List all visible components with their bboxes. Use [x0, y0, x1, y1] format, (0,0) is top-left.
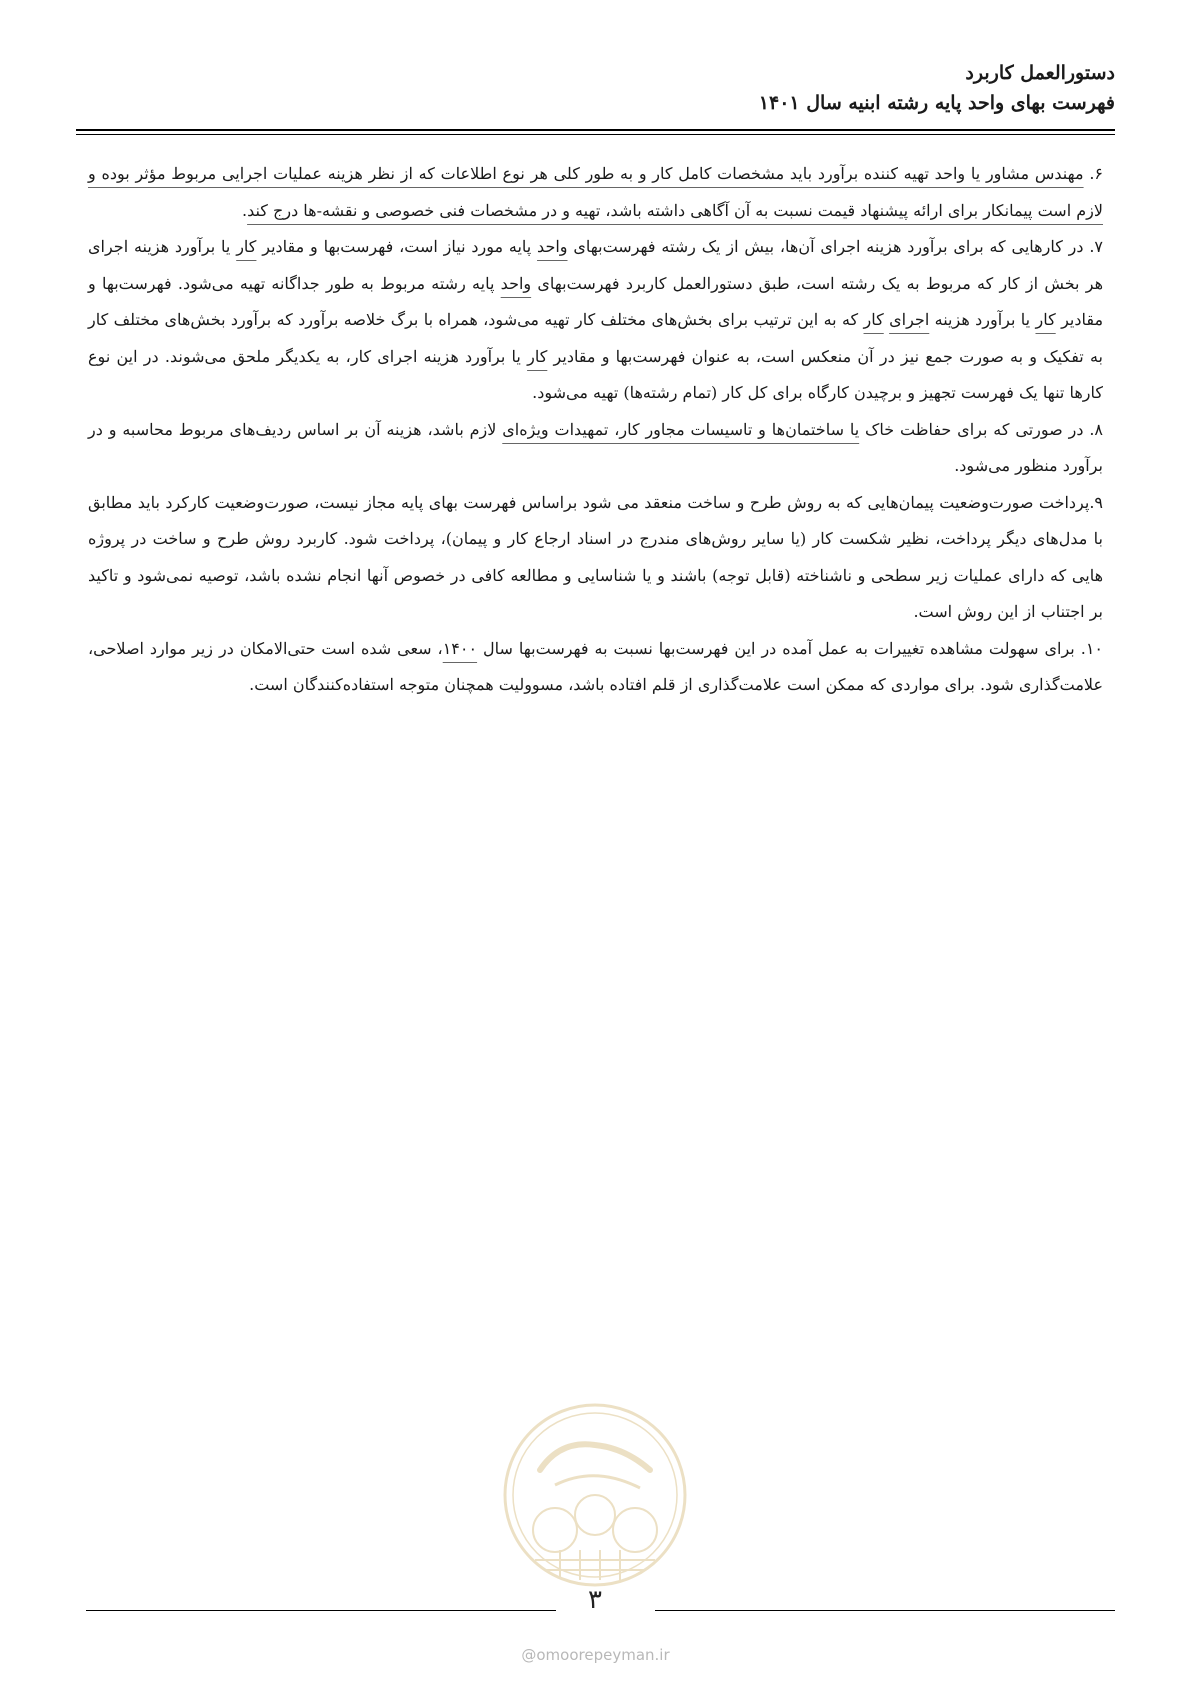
- underlined-text: کار: [863, 310, 884, 329]
- paragraph-text: ۷. در کارهایی که برای برآورد هزینه اجرای آن‌ها، بیش از یک رشته فهرست‌بهای: [567, 237, 1103, 256]
- underlined-text: مهندس مشاور یا واحد تهیه کننده برآورد باید مشخصات کامل کار و به طور کلی هر نوع اطلاعات که از نظر هزینه عملیات اجرایی مربوط مؤثر بوده و لازم است پیمانکار برای ارائه پیشنهاد قیمت نسبت به آن آگاهی داشته باشد، تهیه و در مشخصات فنی خصوصی و نقشه-ها درج کند: [88, 164, 1103, 220]
- paragraph-7: [88, 229, 1103, 412]
- paragraph-9: ۹.پرداخت صورت‌وضعیت پیمان‌هایی که به روش طرح و ساخت منعقد می شود براساس فهرست بهای پایه مجاز نیست، صورت‌وضعیت کارکرد باید مطابق با مدل‌های دیگر پرداخت، نظیر شکست کار (یا سایر روش‌های مندرج در اسناد ارجاع کار و پیمان)، پرداخت شود. کاربرد روش طرح و ساخت در پروژه هایی که دارای عملیات زیر سطحی و ناشناخته (قابل توجه) باشند و یا شناسایی و مطالعه کافی در خصوص آنها انجام نشده باشد، توصیه نمی‌شود و تاکید بر اجتناب از این روش است.: [88, 492, 1104, 621]
- underlined-text: یا ساختمان‌ها و تاسیسات مجاور کار، تمهیدات ویژه‌ای: [502, 419, 860, 439]
- paragraph-text: یا برآورد هزینه اجرای هر بخش از کار که مربوط به یک رشته است، طبق دستورالعمل کاربرد فهرست‌بهای: [88, 237, 1104, 293]
- paragraph-text: ۱۰. برای سهولت مشاهده تغییرات به عمل آمده در این فهرست‌بها نسبت به فهرست‌بها سال: [477, 638, 1103, 658]
- document-body: [88, 156, 1103, 704]
- paragraph-text: .: [241, 200, 248, 220]
- paragraph-10: [88, 631, 1103, 704]
- underlined-text: واحد: [500, 273, 532, 293]
- seal-watermark-icon: [500, 1400, 690, 1590]
- paragraph-text: پایه مورد نیاز است، فهرست‌بها و مقادیر: [256, 237, 538, 256]
- paragraph-8: [88, 412, 1103, 485]
- underlined-text: ۱۴۰۰: [442, 638, 478, 658]
- paragraph-text: ، سعی شده است حتی‌الامکان در زیر موارد اصلاحی، علامت‌گذاری شود. برای مواردی که ممکن است علامت‌گذاری از قلم افتاده باشد، مسوولیت همچنان متوجه استفاده‌کنندگان است.: [88, 638, 1103, 694]
- underlined-text: اجرای: [889, 310, 930, 329]
- page-header: [76, 58, 1115, 118]
- page-number: ۳: [588, 1585, 602, 1615]
- paragraph-text: پایه رشته مربوط به طور جداگانه تهیه می‌شود. فهرست‌بها و مقادیر: [88, 273, 1104, 329]
- header-divider-thin: [76, 134, 1115, 135]
- paragraph-text: ۶.: [1083, 164, 1104, 183]
- underlined-text: کار: [236, 237, 257, 256]
- footer-divider-right: [655, 1610, 1115, 1611]
- paragraph-text: یا برآورد هزینه: [929, 310, 1036, 329]
- header-divider-thick: [76, 129, 1115, 131]
- underlined-text: کار: [1035, 310, 1056, 329]
- paragraph-6: [88, 156, 1103, 229]
- underlined-text: کار: [527, 346, 548, 366]
- header-title: دستورالعمل کاربرد: [965, 62, 1115, 84]
- website-watermark: @omoorepeyman.ir: [521, 1646, 670, 1664]
- header-subtitle: فهرست بهای واحد پایه رشته ابنیه سال ۱۴۰۱: [758, 92, 1115, 114]
- paragraph-text: ۸. در صورتی که برای حفاظت خاک: [859, 419, 1103, 439]
- paragraph-text: لازم باشد، هزینه آن بر اساس ردیف‌های مربوط محاسبه و در برآورد منظور می‌شود.: [88, 419, 1103, 475]
- paragraph-text: یا برآورد هزینه اجرای کار، به یکدیگر ملحق می‌شوند. در این نوع کارها تنها یک فهرست تجهیز و برچیدن کارگاه برای کل کار (تمام رشته‌ها) تهیه می‌شود.: [88, 346, 1103, 402]
- paragraph-text: که به این ترتیب برای بخش‌های مختلف کار تهیه می‌شود، همراه با برگ خلاصه برآورد که برآورد بخش‌های مختلف کار به تفکیک و به صورت جمع نیز در آن منعکس است، به عنوان فهرست‌بها و مقادیر: [88, 310, 1104, 366]
- footer-divider-left: [86, 1610, 556, 1611]
- underlined-text: واحد: [537, 237, 568, 256]
